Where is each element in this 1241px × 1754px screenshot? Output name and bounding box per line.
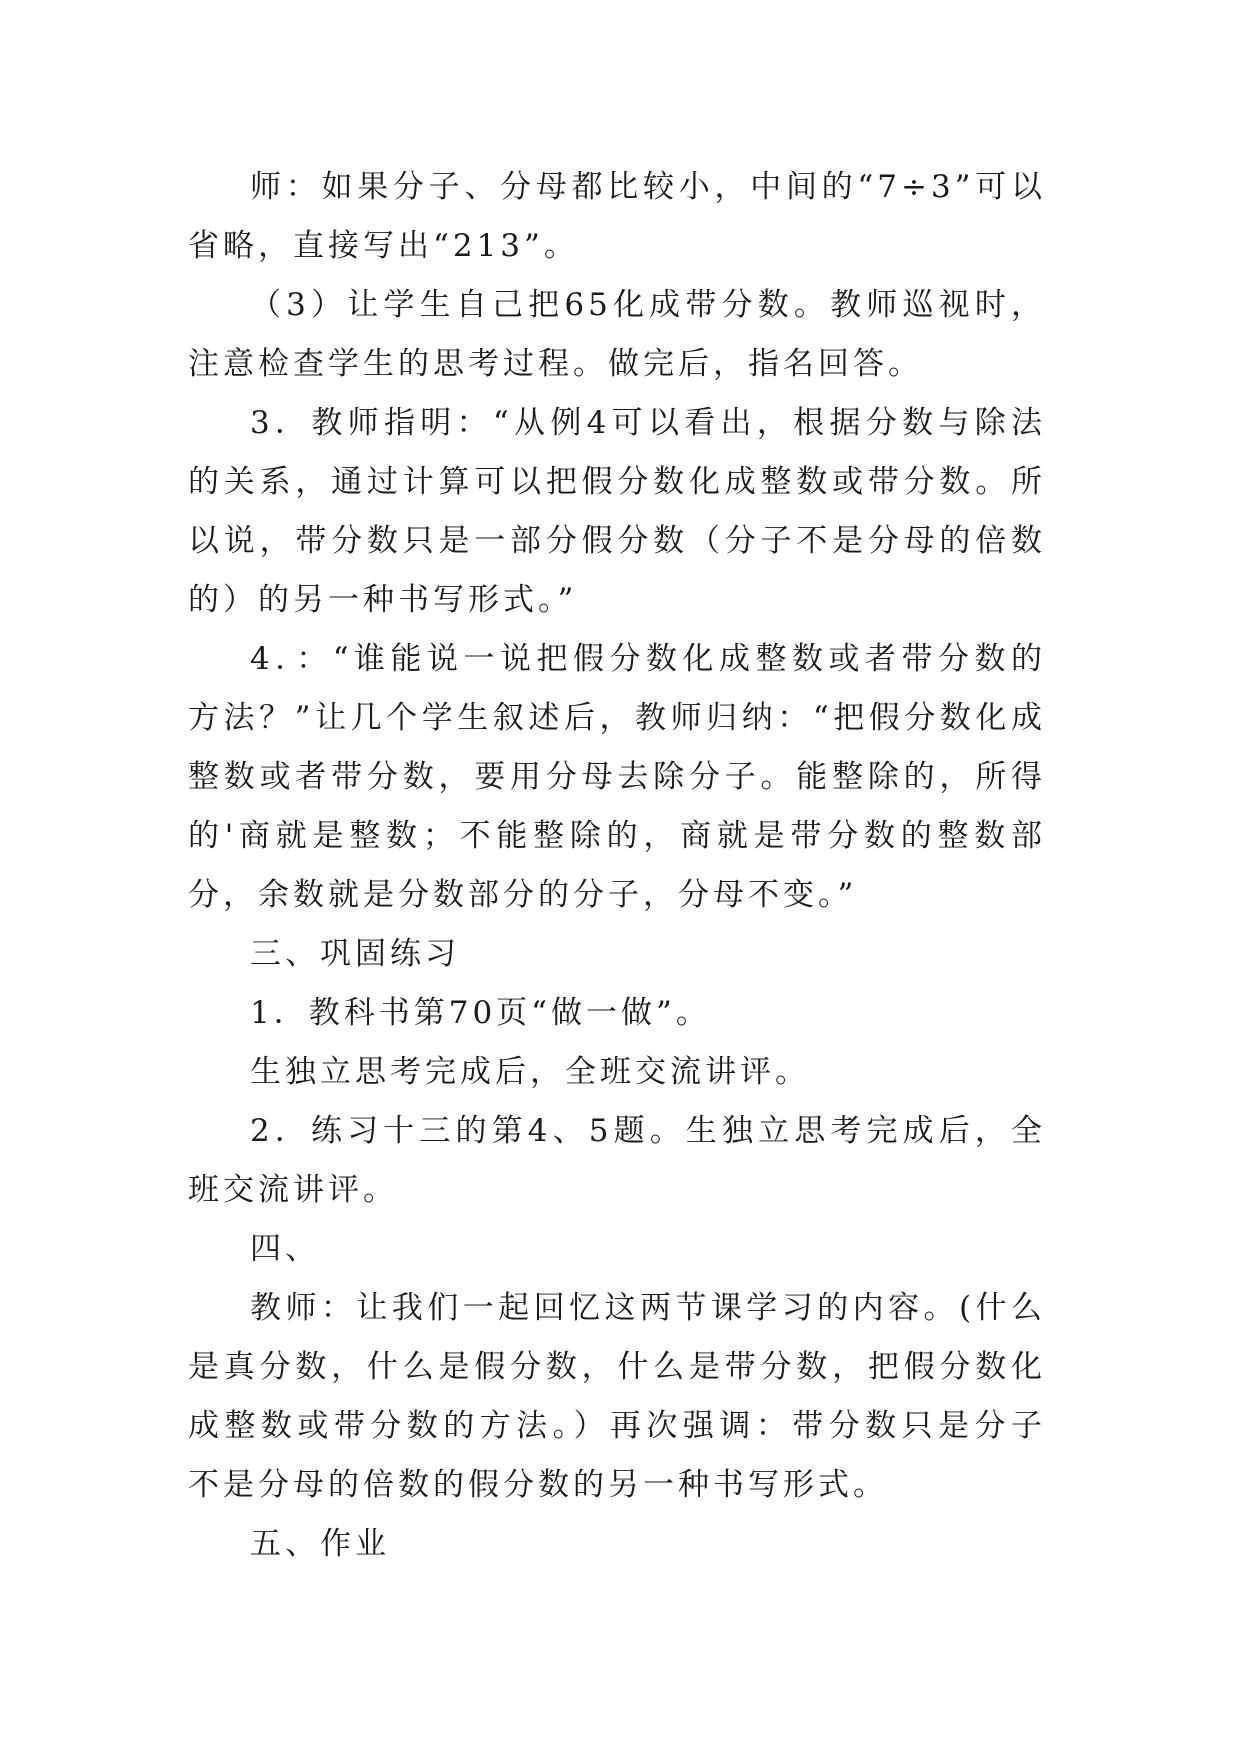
paragraph-item-3: 3．教师指明：“从例4可以看出，根据分数与除法的关系，通过计算可以把假分数化成整数或带分数。所以说，带分数只是一部分假分数（分子不是分母的倍数的）的另一种书写形式。” xyxy=(188,405,1046,618)
paragraph-exercise-2: 2．练习十三的第4、5题。生独立思考完成后，全班交流讲评。 xyxy=(188,1113,1046,1208)
paragraph-item-4: 4．：“谁能说一说把假分数化成整数或者带分数的方法？”让几个学生叙述后，教师归纳：“把假分数化成整数或者带分数，要用分母去除分子。能整除的，所得的'商就是整数；不能整除的，商就是带分数的整数部分，余数就是分数部分的分子，分母不变。” xyxy=(188,641,1046,913)
paragraph-exercise-1-note: 生独立思考完成后，全班交流讲评。 xyxy=(250,1054,810,1090)
section-heading-homework: 五、作业 xyxy=(250,1526,390,1562)
paragraph-teacher-note: 师：如果分子、分母都比较小，中间的“7÷3”可以省略，直接写出“213”。 xyxy=(188,169,1046,264)
paragraph-exercise-1: 1．教科书第70页“做一做”。 xyxy=(250,995,711,1031)
document-body xyxy=(188,158,1046,1574)
section-heading-consolidation: 三、巩固练习 xyxy=(250,936,460,972)
section-heading-four: 四、 xyxy=(250,1231,320,1267)
paragraph-step-3-practice: （3）让学生自己把65化成带分数。教师巡视时，注意检查学生的思考过程。做完后，指名回答。 xyxy=(188,287,1046,382)
paragraph-summary: 教师：让我们一起回忆这两节课学习的内容。(什么是真分数，什么是假分数，什么是带分数，把假分数化成整数或带分数的方法。）再次强调：带分数只是分子不是分母的倍数的假分数的另一种书写形式。 xyxy=(188,1290,1046,1503)
